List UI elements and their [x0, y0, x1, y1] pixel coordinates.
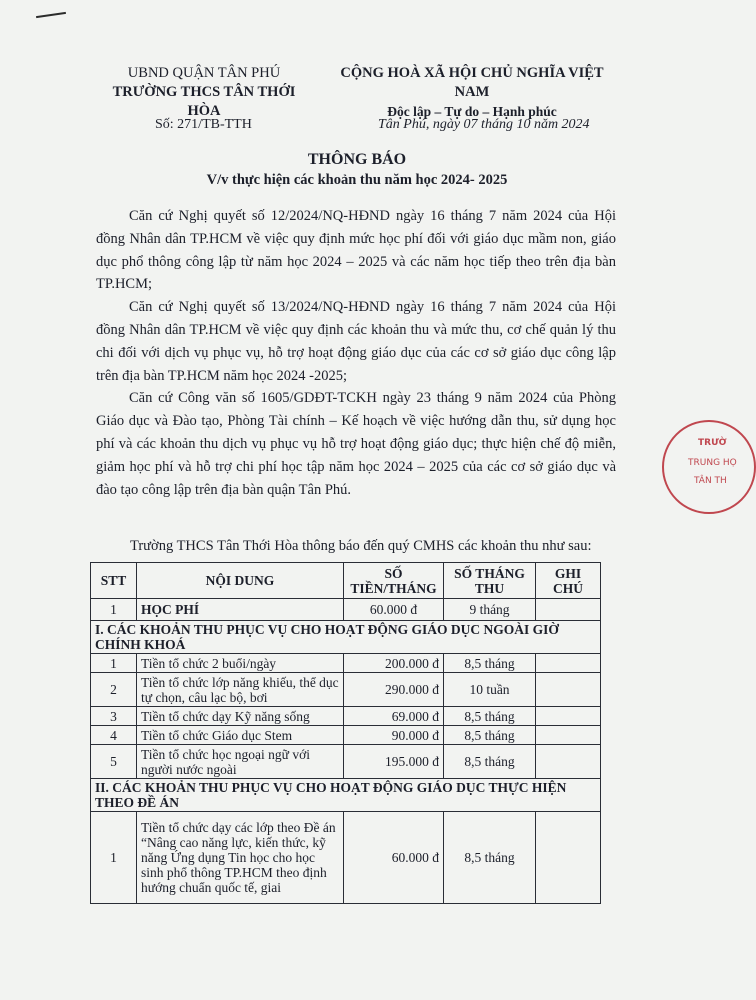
- seal-text-1: TRƯỜ: [698, 438, 727, 448]
- header-motto: Độc lập – Tự do – Hạnh phúc: [387, 104, 557, 119]
- cell-amount: 90.000 đ: [344, 726, 444, 745]
- cell-amount: 200.000 đ: [344, 654, 444, 673]
- table-row: [91, 812, 601, 904]
- cell-stt: 4: [91, 726, 137, 745]
- section-row-1: [91, 621, 601, 654]
- header-left: [98, 64, 310, 121]
- cell-amount: 290.000 đ: [344, 673, 444, 707]
- cell-months: 8,5 tháng: [444, 812, 536, 904]
- seal-text-3: TÂN TH: [694, 476, 727, 486]
- paragraph-1: Căn cứ Nghị quyết số 12/2024/NQ-HĐND ngày 16 tháng 7 năm 2024 của Hội đồng Nhân dân TP.HCM về việc quy định mức học phí đối với giáo dục mầm non, giáo dục phổ thông công lập từ năm học 2024 – 2025 và các năm học tiếp theo trên địa bàn TP.HCM;: [96, 208, 616, 293]
- paragraph-3: Căn cứ Công văn số 1605/GDĐT-TCKH ngày 23 tháng 9 năm 2024 của Phòng Giáo dục và Đào tạo, Phòng Tài chính – Kế hoạch về việc hướng dẫn thu, sử dụng học phí và các khoản thu dịch vụ phục vụ hỗ trợ hoạt động giáo dục; thực hiện chế độ miễn, giảm học phí và hỗ trợ chi phí học tập năm học 2024 – 2025 của các cơ sở giáo dục và đào tạo công lập trên địa bàn quận Tân Phú.: [96, 390, 616, 498]
- cell-content: Tiền tổ chức 2 buổi/ngày: [137, 654, 344, 673]
- cell-amount: 195.000 đ: [344, 745, 444, 779]
- cell-months: 8,5 tháng: [444, 745, 536, 779]
- section-heading-1: I. CÁC KHOẢN THU PHỤC VỤ CHO HOẠT ĐỘNG GIÁO DỤC NGOÀI GIỜ CHÍNH KHOÁ: [91, 621, 601, 654]
- cell-note: [536, 673, 601, 707]
- cell-stt: 1: [91, 599, 137, 621]
- table-row: [91, 673, 601, 707]
- document-title: THÔNG BÁO: [307, 151, 407, 168]
- col-header-amount: SỐ TIỀN/THÁNG: [344, 563, 444, 599]
- cell-amount: 69.000 đ: [344, 707, 444, 726]
- section-heading-2: II. CÁC KHOẢN THU PHỤC VỤ CHO HOẠT ĐỘNG GIÁO DỤC THỰC HIỆN THEO ĐỀ ÁN: [91, 779, 601, 812]
- cell-content: Tiền tổ chức học ngoại ngữ với người nước ngoài: [137, 745, 344, 779]
- header-school: TRƯỜNG THCS TÂN THỚI HÒA: [112, 84, 296, 119]
- table-row: [91, 707, 601, 726]
- cell-stt: 1: [91, 654, 137, 673]
- cell-months: 9 tháng: [444, 599, 536, 621]
- col-header-stt: STT: [91, 563, 137, 599]
- cell-content: Tiền tổ chức lớp năng khiếu, thể dục tự chọn, câu lạc bộ, bơi: [137, 673, 344, 707]
- cell-note: [536, 654, 601, 673]
- cell-amount: 60.000 đ: [344, 599, 444, 621]
- cell-amount: 60.000 đ: [344, 812, 444, 904]
- col-header-note: GHI CHÚ: [536, 563, 601, 599]
- table-row: [91, 745, 601, 779]
- intro-text: Trường THCS Tân Thới Hòa thông báo đến quý CMHS các khoản thu như sau:: [130, 538, 592, 554]
- cell-months: 8,5 tháng: [444, 707, 536, 726]
- col-header-months: SỐ THÁNG THU: [444, 563, 536, 599]
- header-nation: CỘNG HOÀ XÃ HỘI CHỦ NGHĨA VIỆT NAM: [340, 65, 604, 100]
- document-subtitle: V/v thực hiện các khoản thu năm học 2024- 2025: [206, 172, 508, 188]
- cell-stt: 3: [91, 707, 137, 726]
- header-right: [322, 64, 622, 121]
- cell-note: [536, 812, 601, 904]
- cell-content: Tiền tổ chức dạy các lớp theo Đề án “Nâng cao năng lực, kiến thức, kỹ năng Ứng dụng Tin học cho học sinh phổ thông TP.HCM theo định hướng chuẩn quốc tế, giai: [137, 812, 344, 904]
- cell-content: HỌC PHÍ: [137, 599, 344, 621]
- document-body: [96, 205, 616, 501]
- table-row: [91, 726, 601, 745]
- document-date: Tân Phú, ngày 07 tháng 10 năm 2024: [378, 117, 590, 132]
- paragraph-2: Căn cứ Nghị quyết số 13/2024/NQ-HĐND ngày 16 tháng 7 năm 2024 của Hội đồng Nhân dân TP.HCM về việc quy định các khoản thu và mức thu, cơ chế quản lý thu chi đối với dịch vụ phục vụ, hỗ trợ hoạt động giáo dục của các cơ sở giáo dục công lập trên địa bàn TP.HCM năm học 2024 -2025;: [96, 299, 616, 384]
- table-row: [91, 654, 601, 673]
- school-seal-stamp: [662, 420, 756, 514]
- cell-note: [536, 726, 601, 745]
- fees-table: [90, 562, 601, 904]
- cell-note: [536, 707, 601, 726]
- table-row-hoc-phi: [91, 599, 601, 621]
- seal-text-2: TRUNG HỌ: [688, 458, 737, 468]
- section-row-2: [91, 779, 601, 812]
- document-number: Số: 271/TB-TTH: [155, 117, 252, 132]
- cell-note: [536, 599, 601, 621]
- col-header-content: NỘI DUNG: [137, 563, 344, 599]
- cell-stt: 2: [91, 673, 137, 707]
- table-header-row: [91, 563, 601, 599]
- cell-content: Tiền tổ chức dạy Kỹ năng sống: [137, 707, 344, 726]
- cell-months: 10 tuần: [444, 673, 536, 707]
- pen-mark: [36, 12, 66, 18]
- cell-note: [536, 745, 601, 779]
- header-district: UBND QUẬN TÂN PHÚ: [127, 65, 281, 81]
- cell-stt: 5: [91, 745, 137, 779]
- cell-stt: 1: [91, 812, 137, 904]
- cell-content: Tiền tổ chức Giáo dục Stem: [137, 726, 344, 745]
- cell-months: 8,5 tháng: [444, 726, 536, 745]
- cell-months: 8,5 tháng: [444, 654, 536, 673]
